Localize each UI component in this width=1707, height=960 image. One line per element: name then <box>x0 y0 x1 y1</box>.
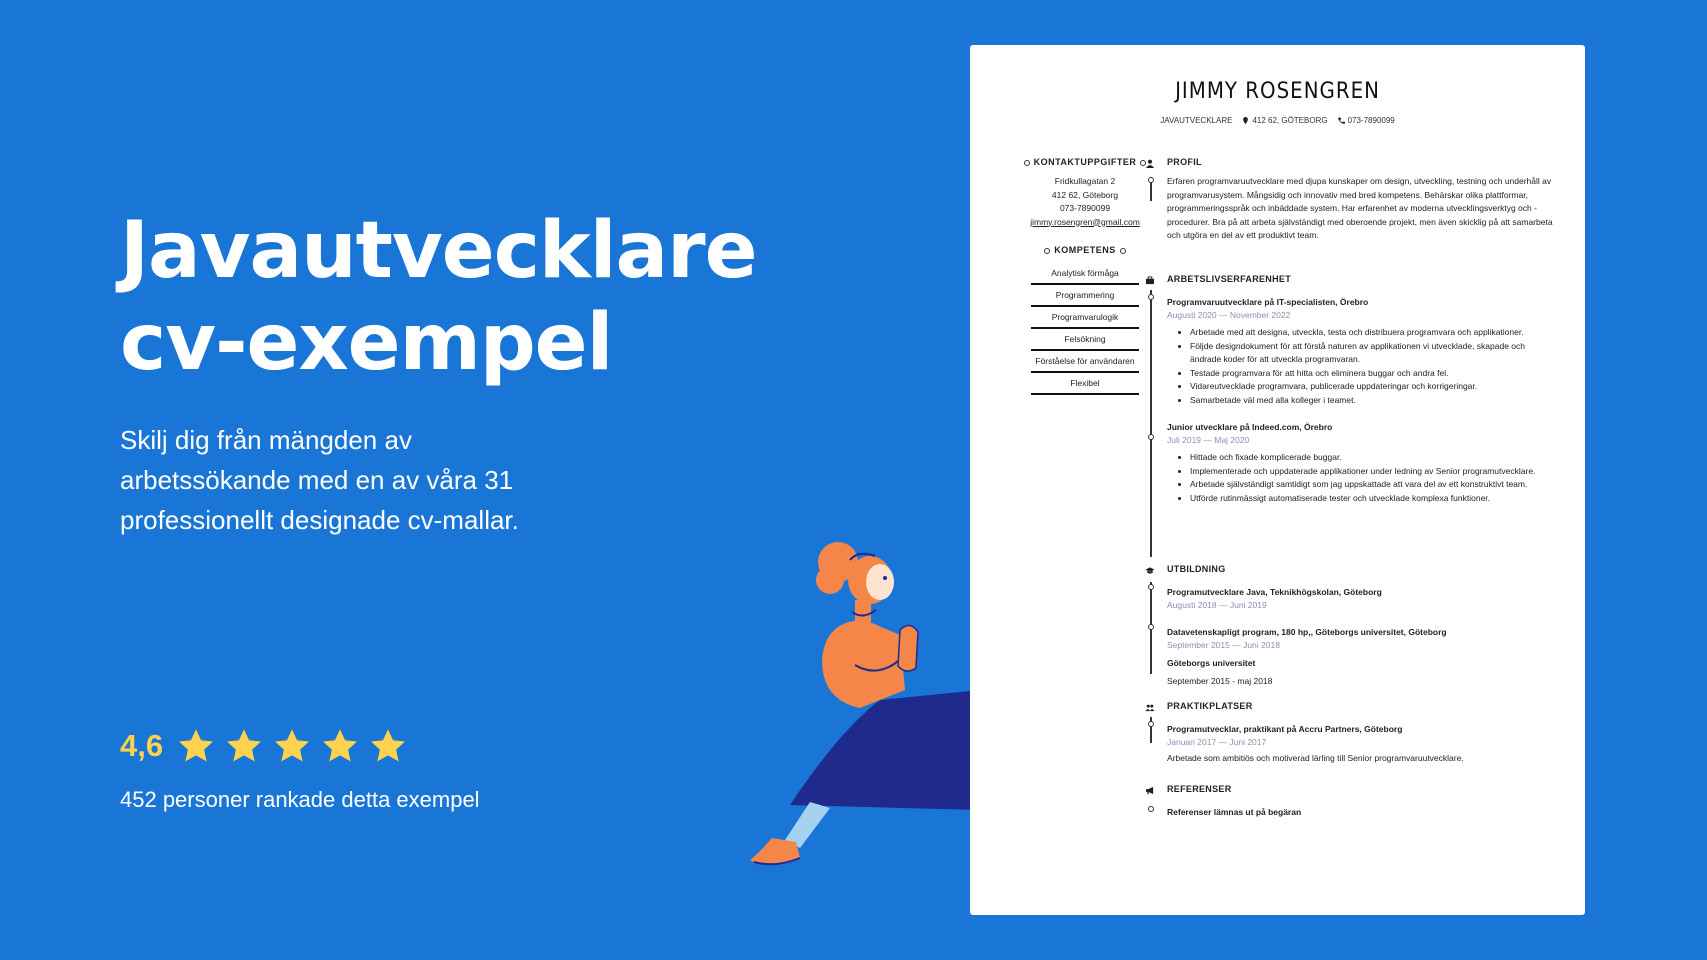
resume-name: JIMMY ROSENGREN <box>1175 79 1380 104</box>
woman-illustration <box>730 540 990 880</box>
rating-count: 452 personer rankade detta exempel <box>120 787 480 812</box>
star-icon <box>225 727 263 765</box>
location-icon <box>1242 117 1249 125</box>
resume-meta <box>970 116 1585 125</box>
profile-text: Erfaren programvaruutvecklare med djupa kunskaper om design, utveckling, testning och underhåll av programvarusystem. Mångsidig och innovativ med bred kompetens. Behärskar olika plattformar, programmeringsspråk och inbäddade system. Har erfarenhet av moderna utvecklingsverktyg och -procedurer. Bra på att arbeta självständigt med oberoende projekt, men även skicklig på att samarbeta och utgöra en del av ett produktivt team. <box>1167 176 1553 240</box>
resume-preview[interactable] <box>970 45 1585 915</box>
star-icon <box>321 727 359 765</box>
job-title: Programvaruutvecklare på IT-specialisten, Örebro <box>1167 297 1369 307</box>
contact-street: Fridkullagatan 2 <box>1054 176 1116 186</box>
job-date: Augusti 2020 — November 2022 <box>1167 310 1291 320</box>
resume-phone <box>1338 116 1395 125</box>
phone-icon <box>1338 117 1345 125</box>
education-extra-title: Göteborgs universitet <box>1167 658 1256 668</box>
star-icon <box>177 727 215 765</box>
profile-section <box>1145 157 1555 243</box>
education-heading: UTBILDNING <box>1145 564 1555 578</box>
references-text: Referenser lämnas ut på begäran <box>1167 807 1302 817</box>
contact-city: 412 62, Göteborg <box>1051 189 1119 200</box>
page-title <box>120 205 760 389</box>
contact-details <box>1015 175 1155 229</box>
resume-left-column <box>1015 157 1155 395</box>
list-item: • Arbetade självständigt samtidigt som jag uppskattade att vara del av ett konstruktivt team. <box>1190 478 1555 492</box>
education-title: Programutvecklare Java, Teknikhögskolan, Göteborg <box>1167 587 1382 597</box>
title-line-2: cv-exempel <box>120 298 613 388</box>
skill-item: Förståelse för användaren <box>1031 351 1139 373</box>
graduation-cap-icon <box>1145 566 1155 575</box>
references-section <box>1145 784 1555 819</box>
list-item: • Samarbetade väl med alla kolleger i teamet. <box>1190 394 1555 408</box>
skill-item: Programmering <box>1031 285 1139 307</box>
job-item <box>1145 296 1555 407</box>
education-item <box>1145 586 1555 612</box>
hero-subtitle: Skilj dig från mängden av arbetssökande med en av våra 31 professionellt designade cv-mallar. <box>120 425 519 535</box>
education-extra-date: September 2015 - maj 2018 <box>1167 676 1273 686</box>
skill-item: Analytisk förmåga <box>1031 263 1139 285</box>
experience-section <box>1145 274 1555 505</box>
list-item: • Utförde rutinmässigt automatiserade tester och utvecklade komplexa funktioner. <box>1190 492 1555 506</box>
skill-item: Felsökning <box>1031 329 1139 351</box>
education-item <box>1145 626 1555 689</box>
title-line-1: Javautvecklare <box>120 206 757 296</box>
list-item: • Testade programvara för att hitta och eliminera buggar och andra fel. <box>1190 367 1555 381</box>
contact-phone: 073-7890099 <box>1059 203 1111 213</box>
list-item: • Hittade och fixade komplicerade buggar. <box>1190 451 1555 465</box>
education-section <box>1145 564 1555 689</box>
skills-list <box>1015 263 1155 395</box>
job-bullets <box>1145 451 1555 505</box>
resume-location-text: 412 62, GÖTEBORG <box>1252 116 1328 125</box>
star-icon <box>369 727 407 765</box>
internship-title: Programutvecklar, praktikant på Accru Partners, Göteborg <box>1167 724 1403 734</box>
internship-text: Arbetade som ambitiös och motiverad lärling till Senior programvaruutvecklare. <box>1167 753 1464 763</box>
list-item: • Implementerade och uppdaterade applikationer under ledning av Senior programutvecklare. <box>1190 465 1555 479</box>
job-title: Junior utvecklare på Indeed.com, Örebro <box>1167 422 1333 432</box>
education-date: Augusti 2018 — Juni 2019 <box>1167 600 1267 610</box>
internships-heading: PRAKTIKPLATSER <box>1145 701 1555 715</box>
education-title: Datavetenskapligt program, 180 hp,, Göteborgs universitet, Göteborg <box>1167 627 1447 637</box>
internship-item <box>1145 723 1555 766</box>
resume-location <box>1242 116 1327 125</box>
list-item: • Följde designdokument för att förstå naturen av applikationen vi utvecklade, skapade och ändrade koder för att utveckla programvaran. <box>1190 340 1555 367</box>
contact-heading: KONTAKTUPPGIFTER <box>1015 157 1155 167</box>
star-icon <box>273 727 311 765</box>
education-date: September 2015 — Juni 2018 <box>1167 640 1280 650</box>
job-item <box>1145 421 1555 505</box>
rating-value: 4,6 <box>120 728 164 763</box>
resume-job-title: JAVAUTVECKLARE <box>1160 116 1233 125</box>
person-icon <box>1145 159 1155 168</box>
skill-item: Flexibel <box>1031 373 1139 395</box>
rating <box>120 727 417 765</box>
profile-heading: PROFIL <box>1145 157 1555 171</box>
contact-email[interactable]: jimmy.rosengren@gmail.com <box>1030 216 1140 227</box>
skill-item: Programvarulogik <box>1031 307 1139 329</box>
references-heading: REFERENSER <box>1145 784 1555 798</box>
list-item: • Vidareutvecklade programvara, publicerade uppdateringar och korrigeringar. <box>1190 380 1555 394</box>
experience-heading: ARBETSLIVSERFARENHET <box>1145 274 1555 288</box>
internships-section <box>1145 701 1555 766</box>
internship-date: Januari 2017 — Juni 2017 <box>1167 737 1267 747</box>
job-date: Juli 2019 — Maj 2020 <box>1167 435 1250 445</box>
megaphone-icon <box>1145 786 1155 795</box>
resume-phone-text: 073-7890099 <box>1347 116 1395 125</box>
job-bullets <box>1145 326 1555 407</box>
people-icon <box>1145 703 1155 712</box>
briefcase-icon <box>1145 276 1155 285</box>
list-item: • Arbetade med att designa, utveckla, testa och distribuera programvara och applikationer. <box>1190 326 1555 340</box>
skills-heading: KOMPETENS <box>1015 245 1155 255</box>
